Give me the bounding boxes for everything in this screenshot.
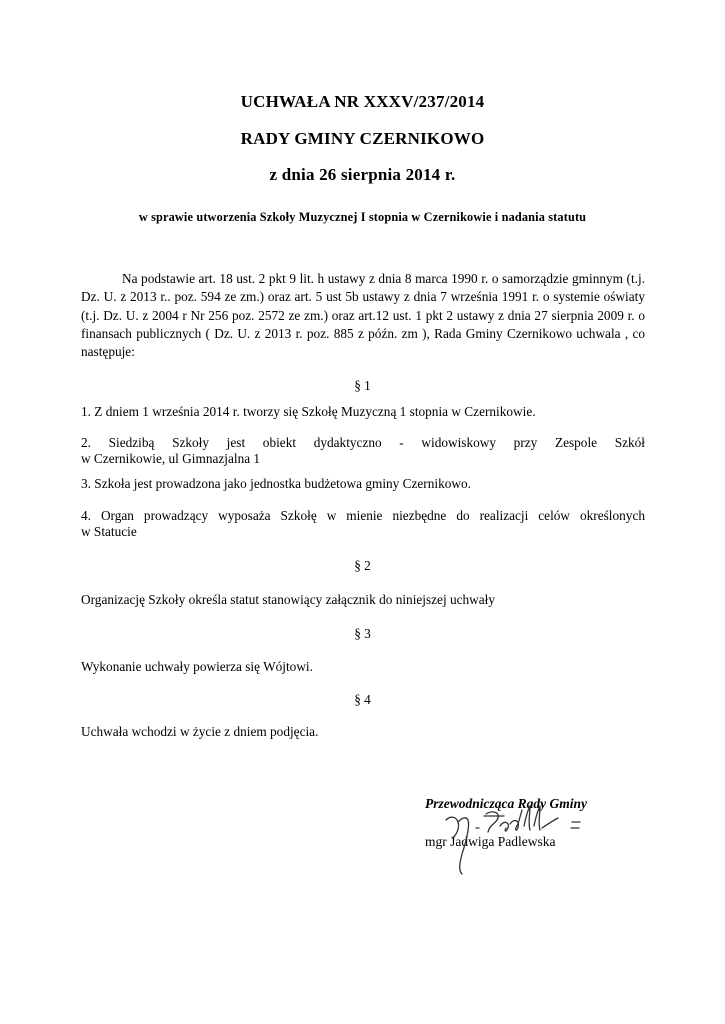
preamble: Na podstawie art. 18 ust. 2 pkt 9 lit. h ustawy z dnia 8 marca 1990 r. o samorządzie gminnym (t.j. Dz. U. z 2013 r.. poz. 594 ze zm.) oraz art. 5 ust 5b ustawy z dnia 7 września 1991 r. o systemie oświaty (t.j. Dz. U. z 2004 r Nr 256 poz. 2572 ze zm.) oraz art.12 ust. 1 pkt 2 ustawy z dnia 27 sierpnia 2009 r. o finansach publicznych ( Dz. U. z 2013 r. poz. 885 z późn. zm ), Rada Gminy Czernikowo uchwala , co następuje:	[81, 271, 645, 360]
council-name: RADY GMINY CZERNIKOWO	[240, 129, 485, 148]
section-1-item-2-line-1: 2. Siedzibą Szkoły jest obiekt dydaktyczno - widowiskowy przy Zespole Szkół	[81, 435, 645, 450]
section-2-heading: § 2	[354, 558, 371, 573]
handwritten-signature	[440, 802, 610, 877]
section-2-text: Organizację Szkoły określa statut stanowiący załącznik do niniejszej uchwały	[81, 592, 496, 607]
section-1-item-3: 3. Szkoła jest prowadzona jako jednostka budżetowa gminy Czernikowo.	[81, 476, 471, 491]
section-1-item-2	[81, 435, 645, 467]
section-1-heading: § 1	[354, 378, 371, 393]
resolution-subject: w sprawie utworzenia Szkoły Muzycznej I stopnia w Czernikowie i nadania statutu	[138, 210, 587, 224]
section-1-item-4	[81, 508, 645, 540]
section-1-item-4-line-1: 4. Organ prowadzący wyposaża Szkołę w mienie niezbędne do realizacji celów określonych	[81, 508, 645, 523]
section-1-item-1: 1. Z dniem 1 września 2014 r. tworzy się Szkołę Muzyczną 1 stopnia w Czernikowie.	[81, 404, 536, 419]
resolution-number: UCHWAŁA NR XXXV/237/2014	[240, 92, 485, 111]
resolution-date: z dnia 26 sierpnia 2014 r.	[269, 165, 456, 184]
section-1-item-4-line-2: w Statucie	[81, 523, 137, 539]
signatory-title: Przewodnicząca Rady Gminy	[425, 796, 587, 811]
section-3-text: Wykonanie uchwały powierza się Wójtowi.	[81, 659, 313, 674]
section-1-item-2-line-2: w Czernikowie, ul Gimnazjalna 1	[81, 450, 261, 466]
section-4-heading: § 4	[354, 692, 371, 707]
section-4-text: Uchwała wchodzi w życie z dniem podjęcia.	[81, 724, 319, 739]
section-3-heading: § 3	[354, 626, 371, 641]
signatory-name: mgr Jadwiga Padlewska	[425, 834, 556, 849]
